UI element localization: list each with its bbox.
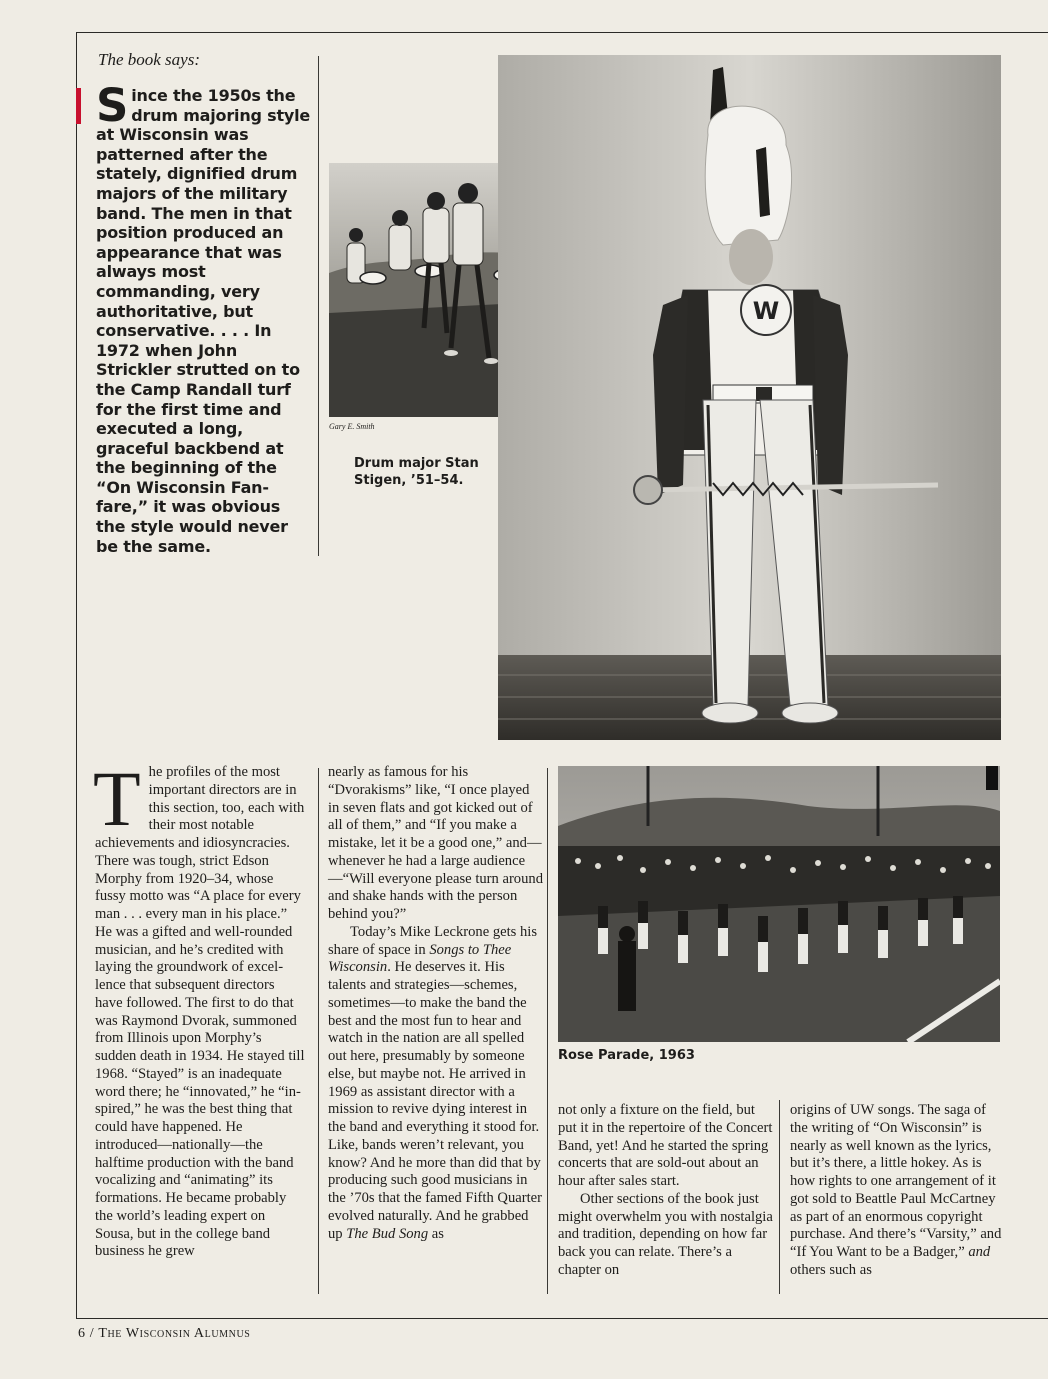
col2-paragraph-2: Today’s Mike Leckrone gets his share of space in Songs to Thee Wisconsin. He deserves it. His talents and strategies—schemes, sometimes—to make the band the best and the most fun to hear and watch in the nation are all spelled out here, presumably by someone else, but maybe not. He arrived in 1969 as assistant director with a mission to revive dying interest in the band and everything it stood for. Like, bands weren’t relevant, you know? And he more than did that by producing such good musicians in the ’70s that the famed Fifth Quarter evolved naturally. And he grabbed up The Bud Song as: [328, 923, 542, 1242]
pull-quote-drop-cap: S: [96, 79, 129, 132]
column-rule: [318, 56, 319, 556]
column-rule: [318, 768, 319, 1294]
publication-name: The Wisconsin Alumnus: [98, 1326, 251, 1341]
left-rule: [76, 32, 77, 1318]
drum-major-caption: Drum major Stan Stigen, ’51–54.: [354, 456, 479, 488]
col3-paragraph-2: Other sections of the book just might overwhelm you with nostalgia and tradition, depending on how far back you can relate. There’s a chapter on: [558, 1190, 773, 1278]
photo-credit: Gary E. Smith: [329, 422, 375, 431]
accent-bar: [76, 88, 81, 124]
top-rule: [76, 32, 1048, 33]
article-column-1: [93, 755, 305, 1261]
column-rule: [547, 768, 548, 1294]
kicker: The book says:: [98, 50, 200, 69]
song-title: The Bud Song: [346, 1225, 429, 1242]
page-number: 6: [78, 1326, 86, 1341]
col4-paragraph: origins of UW songs. The saga of the writing of “On Wisconsin” is nearly as well known as the lyrics, but it’s there, a little hokey. As is how rights to one arrangement of it got sold to Beattle Paul McCartney as part of an enormous copyright purchase. And there’s “Varsity,” and “If You Want to be a Badger,” and others such as: [790, 1102, 1002, 1278]
emblem-letter: W: [752, 297, 780, 325]
pull-quote-text: ince the 1950s the drum majoring style at Wisconsin was patterned after the stately, dignified drum majors of the military band. The men in that position produced an appearance that was always most commanding, very authoritative, but conservative. . . . In 1972 when John Strickler strutted on to the Camp Randall turf for the first time and executed a long, graceful backbend at the beginning of the “On Wisconsin Fanfare,” it was obvious the style would never be the same.: [96, 86, 311, 556]
article-column-4: [790, 1102, 1002, 1280]
rose-parade-caption: Rose Parade, 1963: [558, 1048, 695, 1063]
article-drop-cap: T: [93, 755, 141, 842]
footer-separator: /: [89, 1326, 95, 1341]
column-rule: [779, 1100, 780, 1294]
col1-paragraph: The profiles of the most important directors are in this section, too, each with their most notable achievements and idiosyncracies. There was tough, strict Edson Morphy from 1920–34, whose fussy motto was “A place for every man . . . every man in his place.” He was a gifted and well-rounded musician, and he’s credited with laying the groundwork of excellence that subsequent directors have followed. The first to do that was Raymond Dvorak, summoned from Illinois upon Morphy’s sudden death in 1934. He stayed till 1968. “Stayed” is an inadequate word there; he “innovated,” he “inspired,” he was the best thing that could have happened. He introduced—nationally—the halftime production with the band vocalizing and “animating” its formations. He became probably the world’s leading expert on Sousa, but in the college band business he grew: [93, 755, 305, 1260]
col2-paragraph-1: nearly as famous for his “Dvorakisms” like, “I once played in seven flats and got kicked out of all of them,” and “If you make a mistake, let it be a good one,” and—whenever he had a large audience—“Will everyone please turn around and shake hands with the person behind you?”: [328, 764, 543, 922]
bottom-rule: [76, 1318, 1048, 1319]
book-title: Songs to Thee Wisconsin: [328, 941, 512, 976]
pull-quote: [96, 79, 311, 556]
page-footer: [78, 1326, 250, 1342]
article-column-2: [328, 764, 543, 1243]
col3-paragraph-1: not only a fixture on the field, but put it in the repertoire of the Concert Band, yet! And he started the spring concerts that are sold-out about an hour after sales start.: [558, 1102, 773, 1189]
rose-parade-photo: [558, 766, 1000, 1042]
article-column-3: [558, 1102, 773, 1280]
drum-major-photo: [498, 55, 1001, 740]
